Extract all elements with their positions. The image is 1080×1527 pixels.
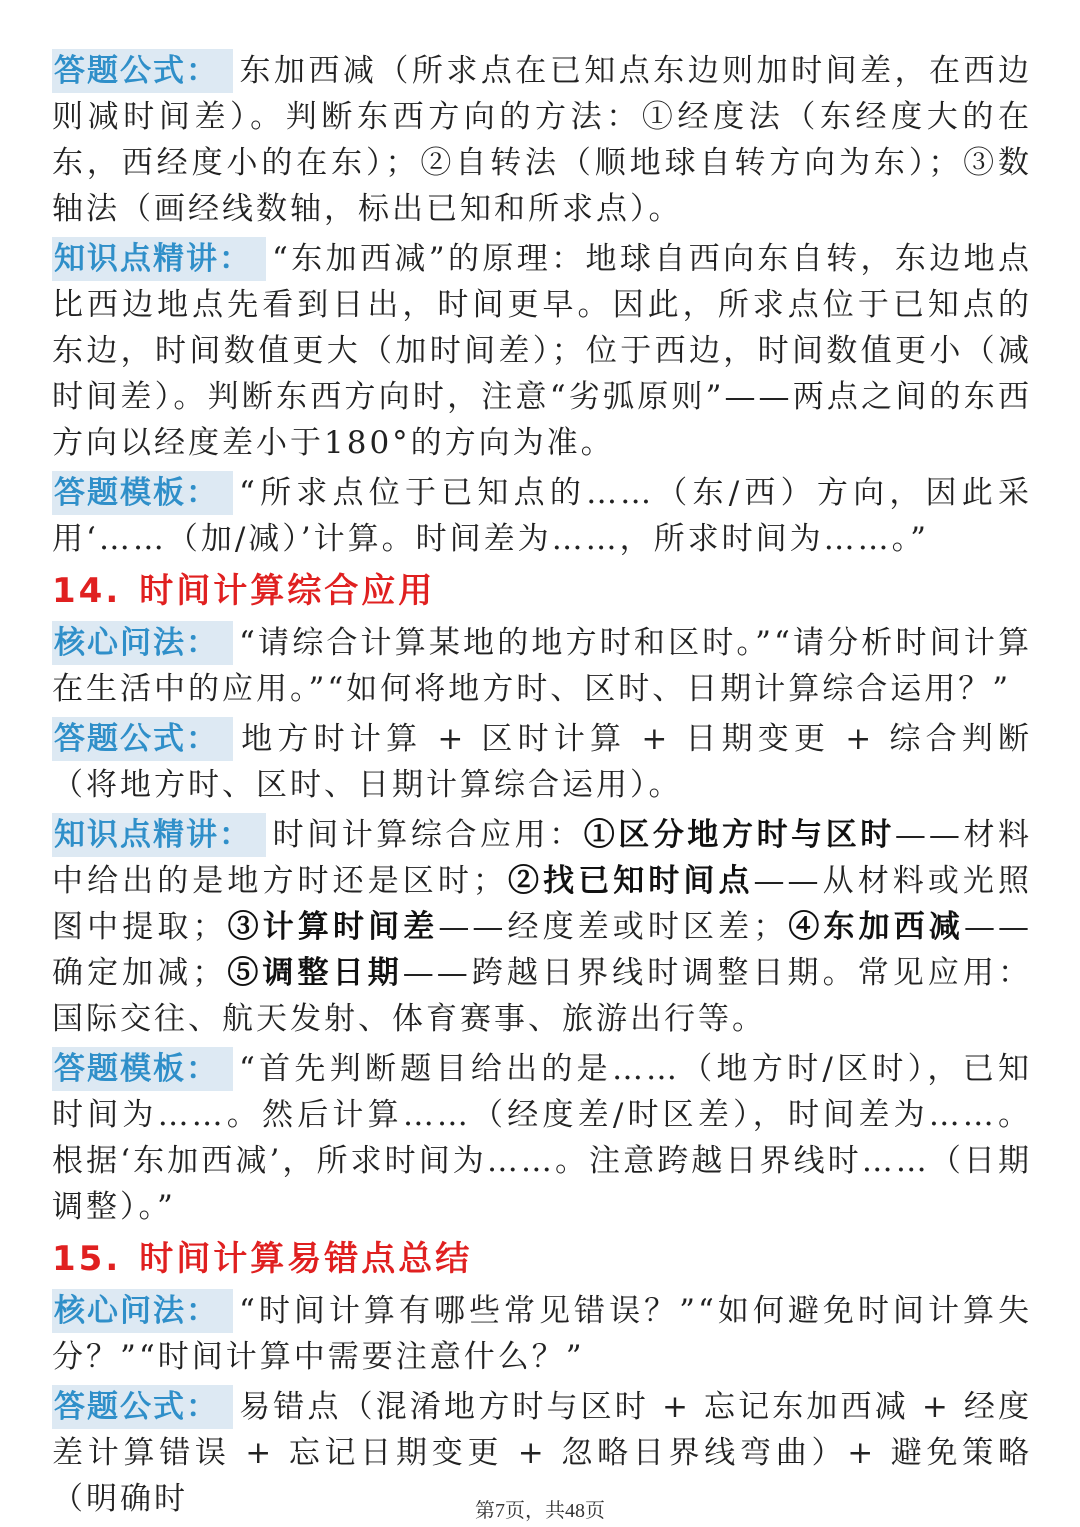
template-label: 答题模板： [52,471,233,515]
core-question-text: “时间计算有哪些常见错误？”“如何避免时间计算失分？”“时间计算中需要注意什么？” [52,1293,1032,1375]
knowledge-step-4: ④东加西减 [787,909,965,945]
formula-label: 答题公式： [52,49,233,93]
knowledge-step-3: ③计算时间差 [226,909,439,945]
formula-text: 地方时计算 + 区时计算 + 日期变更 + 综合判断（将地方时、区时、日期计算综合运用）。 [52,721,1032,803]
section-15-heading [52,1234,1032,1284]
template-text: “首先判断题目给出的是……（地方时/区时），已知时间为……。然后计算……（经度差/时区差），时间差为……。根据‘东加西减’，所求时间为……。注意跨越日界线时……（日期调整）。” [52,1051,1032,1225]
knowledge-step-2-desc: ——从材料或光照图中提取； [52,863,1033,945]
template-text: “所求点位于已知点的……（东/西）方向，因此采用‘……（加/减）’计算。时间差为……，所求时间为……。” [52,475,1032,557]
knowledge-step-1-desc: ——材料中给出的是地方时还是区时； [52,817,1033,899]
knowledge-step-2: ②找已知时间点 [506,863,754,899]
knowledge-label: 知识点精讲： [52,237,266,281]
section-15-number: 15. [52,1239,122,1279]
formula-label: 答题公式： [52,717,233,761]
knowledge-text: “东加西减”的原理：地球自西向东自转，东边地点比西边地点先看到日出，时间更早。因此，所求点位于已知点的东边，时间数值更大（加时间差）；位于西边，时间数值更小（减时间差）。判断东西方向时，注意“劣弧原则”——两点之间的东西方向以经度差小于180°的方向为准。 [52,241,1032,461]
knowledge-step-1: ①区分地方时与区时 [583,817,895,853]
core-question-paragraph [52,620,1032,712]
section-14-heading [52,566,1032,616]
core-question-label: 核心问法： [52,621,233,665]
knowledge-step-4-desc: ——确定加减； [52,909,1033,991]
core-question-paragraph [52,1288,1032,1380]
core-question-text: “请综合计算某地的地方时和区时。”“请分析时间计算在生活中的应用。”“如何将地方时、区时、日期计算综合运用？” [52,625,1032,707]
page-footer: 第7页，共48页 [475,1500,605,1522]
knowledge-paragraph [52,812,1032,1042]
formula-label: 答题公式： [52,1385,233,1429]
section-14-title: 时间计算综合应用 [139,571,436,611]
formula-paragraph [52,48,1032,232]
knowledge-step-5-desc: ——跨越日界线时调整日期。常见应用：国际交往、航天发射、体育赛事、旅游出行等。 [52,955,1033,1037]
document-page [52,48,1032,1526]
knowledge-step-5: ⑤调整日期 [226,955,403,991]
knowledge-paragraph [52,236,1032,466]
formula-paragraph [52,716,1032,808]
section-15-title: 时间计算易错点总结 [139,1239,473,1279]
core-question-label: 核心问法： [52,1289,233,1333]
template-label: 答题模板： [52,1047,233,1091]
knowledge-intro: 时间计算综合应用： [272,817,584,853]
template-paragraph [52,1046,1032,1230]
knowledge-label: 知识点精讲： [52,813,266,857]
formula-text: 东加西减（所求点在已知点东边则加时间差，在西边则减时间差）。判断东西方向的方法：①经度法（东经度大的在东，西经度小的在东）；②自转法（顺地球自转方向为东）；③数轴法（画经线数轴，标出已知和所求点）。 [52,53,1032,227]
knowledge-step-3-desc: ——经度差或时区差； [438,909,788,945]
section-14-number: 14. [52,571,122,611]
template-paragraph [52,470,1032,562]
formula-text: 易错点（混淆地方时与区时 + 忘记东加西减 + 经度差计算错误 + 忘记日期变更 + 忽略日界线弯曲）+ 避免策略（明确时 [52,1389,1032,1517]
